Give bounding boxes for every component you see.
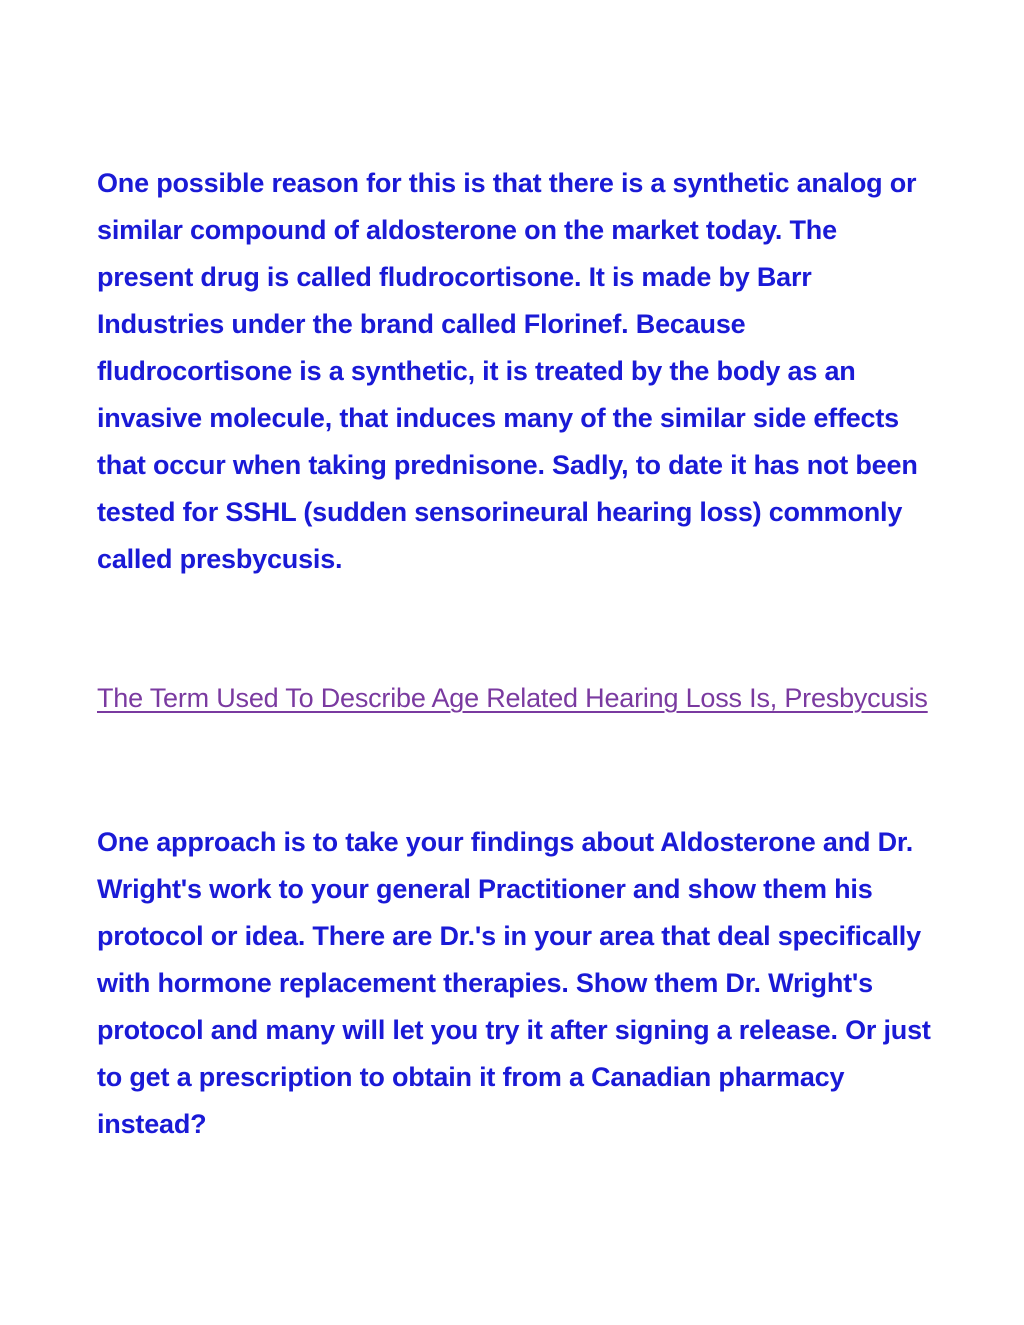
- paragraph-approach: One approach is to take your findings about Aldosterone and Dr. Wright's work to your general Practitioner and show them his protocol or idea. There are Dr.'s in your area that deal specifically with hormone replacement therapies. Show them Dr. Wright's protocol and many will let you try it after signing a release. Or just to get a prescription to obtain it from a Canadian pharmacy instead?: [97, 827, 931, 1139]
- paragraph-fludrocortisone: One possible reason for this is that there is a synthetic analog or similar compound of aldosterone on the market today. The present drug is called fludrocortisone. It is made by Barr Industries under the brand called Florinef. Because fludrocortisone is a synthetic, it is treated by the body as an invasive molecule, that induces many of the similar side effects that occur when taking prednisone. Sadly, to date it has not been tested for SSHL (sudden sensorineural hearing loss) commonly called presbycusis.: [97, 168, 918, 574]
- presbycusis-heading-link[interactable]: The Term Used To Describe Age Related Hearing Loss Is, Presbycusis: [97, 683, 928, 713]
- document-body: [97, 160, 937, 1148]
